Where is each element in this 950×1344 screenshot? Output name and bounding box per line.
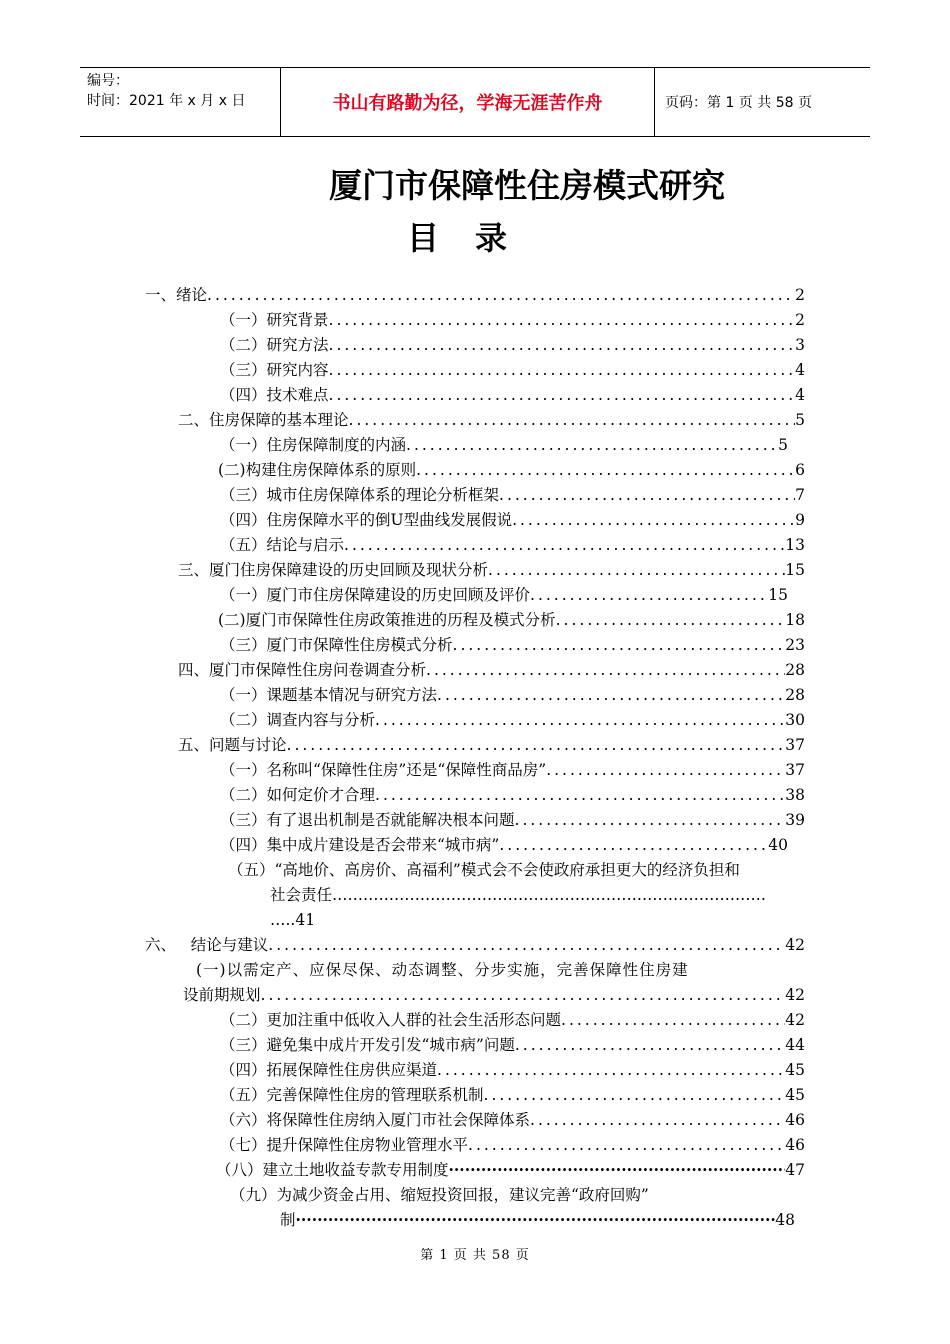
toc-entry[interactable]: （四）集中成片建设是否会带来“城市病” ..... 40	[220, 833, 788, 857]
toc-entry[interactable]: （二）如何定价才合理 ..... 38	[220, 783, 805, 807]
toc-entry[interactable]: （一）研究背景 ..... 2	[220, 308, 805, 332]
toc-entry[interactable]: 二、住房保障的基本理论 ..... 5	[178, 408, 805, 432]
page-footer: 第 1 页 共 58 页	[420, 1248, 530, 1263]
toc-entry[interactable]: 四、厦门市保障性住房问卷调查分析 ..... 28	[178, 658, 805, 682]
toc-entry[interactable]: （三）研究内容 ..... 4	[220, 358, 805, 382]
toc-entry[interactable]: （四）技术难点 ..... 4	[220, 383, 805, 407]
toc-entry[interactable]: （一）厦门市住房保障建设的历史回顾及评价 ..... 15	[220, 583, 788, 607]
toc-entry[interactable]: 设前期规划 ..... 42	[183, 983, 805, 1007]
header-motto: 书山有路勤为径，学海无涯苦作舟	[280, 68, 655, 136]
toc-entry[interactable]: （三）避免集中成片开发引发“城市病”问题 ..... 44	[220, 1033, 805, 1057]
toc-entry[interactable]: （六）将保障性住房纳入厦门市社会保障体系 ..... 46	[220, 1108, 805, 1132]
toc-entry[interactable]: 三、厦门住房保障建设的历史回顾及现状分析 ..... 15	[178, 558, 805, 582]
toc-entry[interactable]: （四）拓展保障性住房供应渠道 ..... 45	[220, 1058, 805, 1082]
document-title: 厦门市保障性住房模式研究	[329, 166, 725, 205]
toc-entry[interactable]: 五、问题与讨论 ..... 37	[178, 733, 805, 757]
toc-entry[interactable]: 制 ····· 48	[280, 1208, 795, 1232]
toc-entry[interactable]: （三）厦门市保障性住房模式分析 ..... 23	[220, 633, 805, 657]
toc-entry-wrapped-line3[interactable]: …..41	[270, 911, 316, 929]
header-page-info: 页码：第 1 页 共 58 页	[665, 95, 812, 111]
toc-entry[interactable]: 一、绪论 ..... 2	[145, 283, 805, 307]
header-table	[80, 67, 870, 137]
toc-entry-wrapped-line1[interactable]: （五）“高地价、高房价、高福利”模式会不会使政府承担更大的经济负担和	[228, 861, 740, 879]
document-date: 时间：2021 年 x 月 x 日	[87, 93, 246, 109]
toc-heading: 目录	[406, 219, 543, 257]
toc-entry[interactable]: （二）调查内容与分析 ..... 30	[220, 708, 805, 732]
toc-entry[interactable]: (二)构建住房保障体系的原则 ..... 6	[218, 458, 805, 482]
toc-entry[interactable]: 六、 结论与建议 ..... 42	[145, 933, 805, 957]
toc-entry[interactable]: （二）研究方法 ..... 3	[220, 333, 805, 357]
toc-entry-wrapped-line1[interactable]: （九）为减少资金占用、缩短投资回报，建议完善“政府回购”	[230, 1186, 649, 1204]
header-left-cell	[80, 68, 280, 136]
toc-entry[interactable]: （五）完善保障性住房的管理联系机制 ..... 45	[220, 1083, 805, 1107]
document-number-label: 编号：	[87, 73, 129, 89]
toc-entry[interactable]: （一）课题基本情况与研究方法 ..... 28	[220, 683, 805, 707]
toc-entry[interactable]: （三）城市住房保障体系的理论分析框架 ..... 7	[220, 483, 805, 507]
toc-entry[interactable]: （四）住房保障水平的倒U型曲线发展假说 ..... 9	[220, 508, 805, 532]
toc-entry-wrapped-line2[interactable]: 社会责任…………………………………………………………………………	[270, 886, 767, 904]
toc-entry[interactable]: （一）名称叫“保障性住房”还是“保障性商品房” ..... 37	[220, 758, 805, 782]
toc-entry[interactable]: （八）建立土地收益专款专用制度 ····· 47	[216, 1158, 805, 1182]
toc-entry[interactable]: （一）住房保障制度的内涵 ..... 5	[220, 433, 788, 457]
toc-entry-wrapped-line1[interactable]: (一)以需定产、应保尽保、动态调整、分步实施，完善保障性住房建	[196, 961, 689, 979]
toc-entry[interactable]: （七）提升保障性住房物业管理水平 ..... 46	[220, 1133, 805, 1157]
toc-entry[interactable]: （二）更加注重中低收入人群的社会生活形态问题 ..... 42	[220, 1008, 805, 1032]
toc-entry[interactable]: (二)厦门市保障性住房政策推进的历程及模式分析 ..... 18	[218, 608, 805, 632]
toc-entry[interactable]: （五）结论与启示 ..... 13	[220, 533, 805, 557]
toc-entry[interactable]: （三）有了退出机制是否就能解决根本问题 ..... 39	[220, 808, 805, 832]
